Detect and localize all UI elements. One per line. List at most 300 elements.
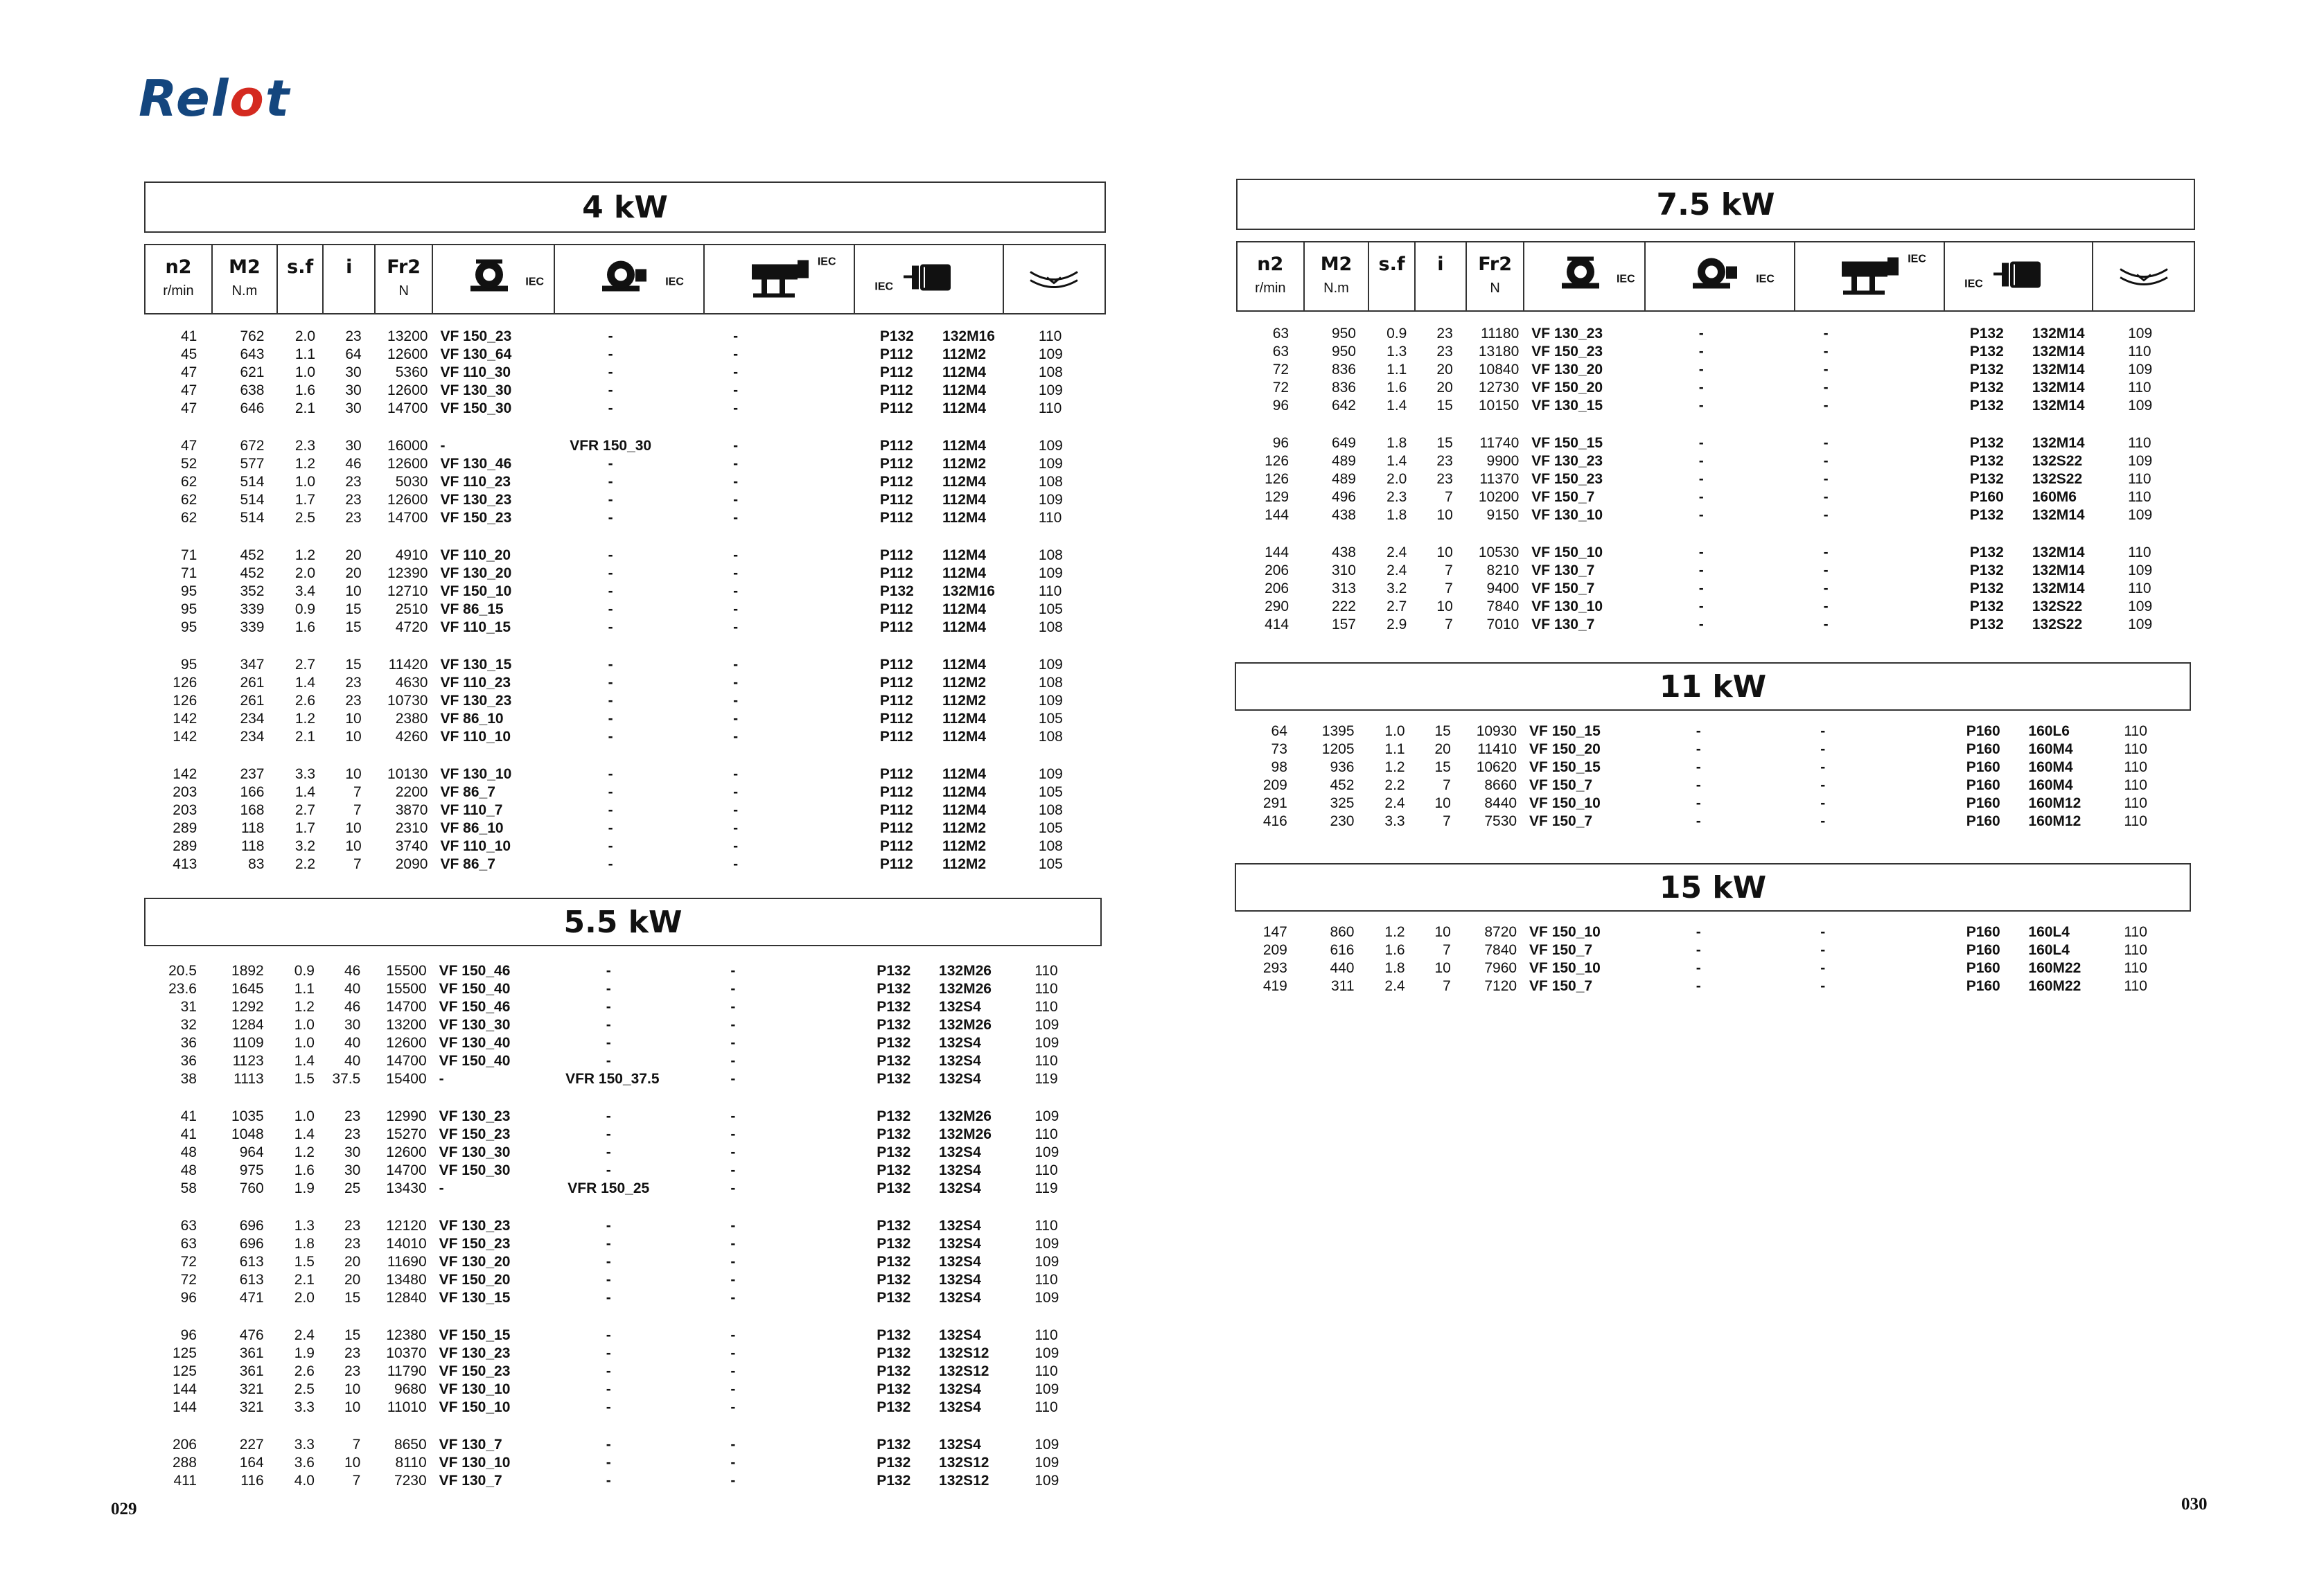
cell-motor: 132M14: [2032, 507, 2085, 523]
cell-vf-model: VF 150_7: [1531, 489, 1595, 505]
cell-weight: 110: [2128, 344, 2151, 360]
cell-m2: 438: [1331, 507, 1356, 523]
cell-weight: 110: [2128, 580, 2151, 596]
cell-vf-model: VF 130_23: [1531, 326, 1603, 342]
cell-ratio: 46: [345, 456, 362, 472]
cell-m2: 118: [241, 820, 265, 836]
cell-vfr-model: -: [1698, 580, 1704, 596]
cell-motor: 132S12: [939, 1473, 989, 1489]
cell-foot-model: -: [733, 619, 739, 635]
cell-vfr-model: -: [606, 1381, 611, 1397]
cell-weight: 109: [1035, 1290, 1059, 1306]
cell-m2: 237: [240, 766, 265, 782]
cell-fr2: 4720: [395, 619, 428, 635]
cell-vfr-model: -: [1696, 795, 1701, 811]
cell-iec-flange: P132: [1969, 617, 2004, 632]
cell-fr2: 16000: [387, 438, 428, 454]
cell-weight: 109: [1038, 346, 1063, 362]
cell-fr2: 7120: [1484, 978, 1517, 994]
cell-motor: 132S4: [939, 1327, 981, 1343]
cell-iec-flange: P132: [877, 1381, 911, 1397]
cell-vf-model: VF 150_10: [1529, 960, 1601, 976]
cell-vfr-model: -: [606, 1236, 611, 1252]
cell-motor: 132S4: [939, 1162, 981, 1178]
cell-vfr-model: VFR 150_25: [567, 1180, 650, 1196]
cell-m2: 116: [240, 1473, 264, 1489]
header-label: i: [346, 256, 353, 278]
table-row: [144, 1035, 1102, 1053]
cell-fr2: 10200: [1478, 489, 1520, 505]
cell-ratio: 40: [344, 981, 361, 997]
cell-vf-model: VF 130_40: [439, 1035, 511, 1051]
cell-sf: 3.6: [294, 1455, 315, 1471]
cell-n2: 147: [1262, 924, 1287, 940]
cell-m2: 310: [1331, 562, 1356, 578]
cell-vfr-model: -: [1698, 544, 1704, 560]
cell-m2: 1123: [232, 1053, 264, 1069]
cell-motor: 160M4: [2028, 759, 2073, 775]
cell-vfr-model: -: [608, 400, 613, 416]
cell-n2: 71: [180, 547, 197, 563]
cell-sf: 1.2: [294, 456, 316, 472]
cell-weight: 110: [2128, 489, 2151, 505]
table-row: [144, 1473, 1102, 1491]
cell-weight: 109: [1038, 492, 1063, 508]
table-row: [144, 1290, 1102, 1308]
cell-weight: 109: [2128, 617, 2153, 632]
cell-sf: 1.5: [294, 1254, 315, 1270]
cell-foot-model: -: [733, 693, 739, 709]
cell-motor: 112M4: [942, 802, 987, 818]
cell-ratio: 30: [344, 1017, 361, 1033]
cell-vfr-model: -: [608, 766, 613, 782]
cell-vf-model: VF 110_20: [440, 547, 511, 563]
cell-sf: 2.9: [1387, 617, 1407, 632]
cell-ratio: 7: [352, 1437, 361, 1453]
table-row: [1235, 942, 2191, 960]
cell-m2: 311: [1331, 978, 1355, 994]
cell-fr2: 9400: [1486, 580, 1520, 596]
cell-sf: 1.3: [1387, 344, 1407, 360]
cell-m2: 621: [240, 364, 265, 380]
cell-vf-model: VF 130_30: [440, 382, 512, 398]
cell-ratio: 30: [344, 1144, 361, 1160]
cell-motor: 132S4: [939, 1272, 981, 1288]
cell-motor: 132M26: [939, 1108, 992, 1124]
table-row: [144, 1017, 1102, 1035]
cell-sf: 3.3: [294, 1399, 315, 1415]
cell-foot-model: -: [733, 820, 739, 836]
cell-weight: 108: [1038, 364, 1063, 380]
cell-fr2: 11180: [1480, 326, 1520, 342]
cell-vf-model: VF 150_46: [439, 999, 511, 1015]
cell-weight: 109: [1035, 1254, 1059, 1270]
cell-n2: 125: [172, 1363, 197, 1379]
cell-foot-model: -: [730, 999, 736, 1015]
cell-foot-model: -: [733, 400, 739, 416]
cell-foot-model: -: [733, 382, 739, 398]
cell-m2: 118: [241, 838, 265, 854]
cell-vf-model: VF 130_20: [440, 565, 512, 581]
cell-iec-flange: P160: [1966, 777, 2000, 793]
cell-m2: 616: [1330, 942, 1355, 958]
cell-vf-model: VF 86_10: [440, 711, 504, 727]
cell-foot-model: -: [730, 1473, 736, 1489]
table-row: [1236, 326, 2195, 344]
cell-iec-flange: P112: [879, 820, 913, 836]
cell-motor: 112M4: [942, 711, 987, 727]
cell-fr2: 8660: [1484, 777, 1517, 793]
cell-sf: 3.3: [294, 1437, 315, 1453]
cell-sf: 1.4: [294, 1053, 315, 1069]
cell-foot-model: -: [1823, 326, 1829, 342]
cell-vfr-model: -: [1698, 617, 1704, 632]
table-row: [1236, 453, 2195, 471]
cell-sf: 2.1: [294, 1272, 315, 1288]
cell-iec-flange: P132: [1969, 435, 2004, 451]
cell-vf-model: VF 150_23: [1531, 344, 1603, 360]
cell-foot-model: -: [733, 657, 739, 673]
cell-ratio: 40: [344, 1053, 361, 1069]
cell-iec-flange: P132: [877, 963, 911, 979]
table-row: [144, 328, 1106, 346]
cell-sf: 2.4: [1387, 544, 1407, 560]
cell-vfr-model: -: [606, 1035, 611, 1051]
cell-ratio: 10: [1436, 544, 1453, 560]
cell-ratio: 20: [344, 1272, 361, 1288]
cell-m2: 649: [1331, 435, 1356, 451]
cell-vfr-model: -: [606, 1290, 611, 1306]
cell-foot-model: -: [1823, 380, 1829, 396]
cell-m2: 950: [1331, 344, 1356, 360]
cell-motor: 112M4: [942, 400, 987, 416]
cell-iec-flange: P132: [877, 981, 911, 997]
cell-sf: 1.1: [294, 981, 315, 997]
cell-weight: 110: [1038, 400, 1062, 416]
cell-n2: 41: [180, 1126, 197, 1142]
cell-vf-model: VF 110_23: [440, 474, 511, 490]
cell-foot-model: -: [733, 510, 739, 526]
cell-fr2: 2200: [395, 784, 428, 800]
cell-ratio: 23: [1436, 471, 1453, 487]
cell-foot-model: -: [733, 565, 739, 581]
cell-n2: 23.6: [168, 981, 197, 997]
cell-sf: 2.0: [294, 565, 316, 581]
cell-motor: 112M4: [942, 547, 987, 563]
table-row: [144, 1144, 1102, 1162]
cell-fr2: 12600: [387, 382, 428, 398]
cell-weight: 110: [2128, 544, 2151, 560]
cell-n2: 206: [1265, 580, 1289, 596]
cell-motor: 132S22: [2032, 453, 2083, 469]
cell-fr2: 12120: [386, 1218, 427, 1234]
cell-sf: 1.6: [294, 1162, 315, 1178]
cell-iec-flange: P112: [879, 510, 913, 526]
table-row: [1236, 599, 2195, 617]
cell-vf-model: VF 130_10: [439, 1455, 511, 1471]
cell-motor: 112M4: [942, 784, 987, 800]
cell-fr2: 9900: [1486, 453, 1520, 469]
cell-fr2: 11790: [387, 1363, 427, 1379]
cell-m2: 836: [1331, 380, 1356, 396]
cell-n2: 419: [1262, 978, 1287, 994]
cell-m2: 339: [240, 619, 265, 635]
cell-fr2: 11690: [387, 1254, 427, 1270]
cell-vfr-model: -: [606, 1162, 611, 1178]
cell-fr2: 4630: [395, 675, 428, 691]
cell-fr2: 15400: [386, 1071, 427, 1087]
table-row: [1236, 580, 2195, 599]
cell-n2: 290: [1265, 599, 1289, 614]
cell-foot-model: -: [730, 1162, 736, 1178]
cell-weight: 105: [1038, 856, 1063, 872]
cell-foot-model: -: [730, 981, 736, 997]
cell-ratio: 30: [345, 364, 362, 380]
cell-vfr-model: -: [608, 583, 613, 599]
cell-sf: 1.2: [294, 711, 316, 727]
table-row: [144, 510, 1106, 528]
table-row: [144, 346, 1106, 364]
section-title-75kw: 7.5 kW: [1236, 179, 2195, 230]
cell-vfr-model: -: [608, 328, 613, 344]
table-row: [144, 856, 1106, 874]
cell-m2: 1284: [231, 1017, 264, 1033]
cell-weight: 109: [1035, 1455, 1059, 1471]
cell-n2: 288: [172, 1455, 197, 1471]
table-header: [1236, 241, 2195, 312]
cell-ratio: 15: [344, 1290, 361, 1306]
cell-motor: 112M2: [942, 856, 987, 872]
cell-vf-model: VF 130_46: [440, 456, 512, 472]
cell-vfr-model: VFR 150_30: [570, 438, 652, 454]
cell-vf-model: VF 150_46: [439, 963, 511, 979]
cell-vf-model: VF 150_40: [439, 981, 511, 997]
cell-m2: 975: [239, 1162, 264, 1178]
cell-vf-model: VF 150_23: [440, 510, 512, 526]
cell-fr2: 10930: [1476, 723, 1517, 739]
table-row: [144, 1381, 1102, 1399]
cell-foot-model: -: [1823, 489, 1829, 505]
cell-ratio: 23: [344, 1126, 361, 1142]
cell-ratio: 20: [344, 1254, 361, 1270]
cell-sf: 1.6: [1387, 380, 1407, 396]
cell-motor: 112M4: [942, 766, 987, 782]
cell-fr2: 13430: [386, 1180, 427, 1196]
cell-vf-model: VF 130_23: [1531, 453, 1603, 469]
cell-ratio: 30: [345, 382, 362, 398]
cell-m2: 613: [239, 1272, 264, 1288]
cell-fr2: 2090: [395, 856, 428, 872]
cell-motor: 132M14: [2032, 580, 2085, 596]
cell-foot-model: -: [730, 1108, 736, 1124]
cell-vfr-model: -: [606, 1017, 611, 1033]
header-i: [324, 245, 376, 313]
cell-n2: 289: [173, 820, 197, 836]
table-row: [1236, 398, 2195, 416]
cell-m2: 1892: [231, 963, 264, 979]
cell-ratio: 15: [1436, 435, 1453, 451]
cell-n2: 129: [1265, 489, 1289, 505]
cell-weight: 105: [1038, 601, 1063, 617]
cell-n2: 289: [173, 838, 197, 854]
cell-weight: 110: [2124, 813, 2147, 829]
cell-n2: 58: [180, 1180, 197, 1196]
cell-fr2: 12600: [387, 346, 428, 362]
cell-weight: 110: [2124, 741, 2147, 757]
cell-vfr-model: -: [606, 1254, 611, 1270]
cell-motor: 112M4: [942, 619, 987, 635]
cell-sf: 1.6: [1384, 942, 1405, 958]
cell-iec-flange: P112: [879, 565, 913, 581]
cell-iec-flange: P160: [1966, 813, 2000, 829]
table-row: [1236, 344, 2195, 362]
cell-fr2: 13180: [1478, 344, 1520, 360]
worm-gear-pre-stage-cell: [1646, 242, 1795, 310]
cell-sf: 2.6: [294, 693, 316, 709]
header-m2: [213, 245, 278, 313]
cell-m2: 230: [1330, 813, 1355, 829]
cell-motor: 112M2: [942, 693, 987, 709]
table-row: [1235, 741, 2191, 759]
cell-vf-model: VF 130_10: [439, 1381, 511, 1397]
cell-m2: 577: [240, 456, 265, 472]
cell-foot-model: -: [730, 1345, 736, 1361]
cell-iec-flange: P132: [879, 583, 914, 599]
cell-n2: 63: [1272, 326, 1289, 342]
cell-iec-flange: P132: [1969, 398, 2004, 414]
cell-ratio: 10: [1434, 924, 1451, 940]
cell-weight: 108: [1038, 729, 1063, 745]
cell-foot-model: -: [730, 1327, 736, 1343]
cell-ratio: 30: [344, 1162, 361, 1178]
cell-motor: 132M14: [2032, 562, 2085, 578]
cell-iec-flange: P160: [1966, 942, 2000, 958]
cell-weight: 109: [2128, 362, 2153, 378]
cell-m2: 1205: [1321, 741, 1355, 757]
cell-vf-model: VF 150_10: [1529, 924, 1601, 940]
table-row: [144, 400, 1106, 418]
cell-n2: 45: [180, 346, 197, 362]
cell-weight: 110: [1035, 1126, 1058, 1142]
cell-foot-model: -: [1820, 924, 1826, 940]
table-row: [1236, 362, 2195, 380]
cell-weight: 108: [1038, 547, 1063, 563]
foot-mount-gear-icon: [746, 254, 836, 305]
table-row: [144, 438, 1106, 456]
cell-motor: 112M4: [942, 601, 987, 617]
cell-foot-model: -: [730, 1017, 736, 1033]
cell-vfr-model: -: [606, 981, 611, 997]
table-row: [144, 999, 1102, 1017]
cell-n2: 414: [1265, 617, 1289, 632]
foot-mount-gear-cell: [1795, 242, 1946, 310]
worm-gear-pre-stage-icon: [598, 256, 684, 303]
cell-fr2: 14700: [387, 510, 428, 526]
cell-vf-model: VF 130_23: [440, 492, 512, 508]
cell-motor: 132S4: [939, 1053, 981, 1069]
cell-n2: 47: [180, 364, 197, 380]
header-label: s.f: [287, 256, 314, 278]
cell-vfr-model: -: [608, 510, 613, 526]
cell-vf-model: VF 150_23: [439, 1126, 511, 1142]
cell-iec-flange: P112: [879, 729, 913, 745]
cell-iec-flange: P132: [1969, 362, 2004, 378]
cell-foot-model: -: [1820, 978, 1826, 994]
cell-sf: 3.3: [1384, 813, 1405, 829]
cell-weight: 110: [1035, 1218, 1058, 1234]
cell-n2: 126: [1265, 471, 1289, 487]
cell-ratio: 64: [345, 346, 362, 362]
cell-vf-model: VF 130_15: [439, 1290, 511, 1306]
cell-motor: 112M4: [942, 438, 987, 454]
table-row: [144, 456, 1106, 474]
cell-iec-flange: P132: [877, 1035, 911, 1051]
cell-sf: 1.8: [1384, 960, 1405, 976]
cell-vf-model: VF 150_10: [440, 583, 512, 599]
table-row: [1235, 723, 2191, 741]
cell-m2: 514: [240, 510, 265, 526]
cell-weight: 109: [1035, 1473, 1059, 1489]
cell-vf-model: VF 130_15: [440, 657, 512, 673]
cell-ratio: 15: [345, 657, 362, 673]
cell-weight: 109: [1038, 693, 1063, 709]
cell-fr2: 5030: [395, 474, 428, 490]
cell-weight: 109: [2128, 398, 2153, 414]
cell-weight: 109: [1038, 565, 1063, 581]
cell-n2: 95: [180, 619, 197, 635]
cell-n2: 95: [180, 657, 197, 673]
cell-fr2: 3870: [395, 802, 428, 818]
cell-iec-flange: P112: [879, 364, 913, 380]
cell-n2: 63: [1272, 344, 1289, 360]
cell-iec-flange: P132: [877, 1180, 911, 1196]
cell-m2: 261: [240, 693, 265, 709]
cell-sf: 1.9: [294, 1180, 315, 1196]
cell-ratio: 10: [1434, 960, 1451, 976]
cell-vf-model: VF 150_15: [1529, 759, 1601, 775]
cell-sf: 2.4: [1384, 978, 1405, 994]
cell-weight: 110: [1035, 1162, 1058, 1178]
table-row: [144, 802, 1106, 820]
table-row: [1236, 562, 2195, 580]
cell-sf: 3.3: [294, 766, 316, 782]
iec-label: IEC: [1964, 278, 1983, 290]
cell-foot-model: -: [1823, 617, 1829, 632]
cell-vf-model: VF 86_15: [440, 601, 504, 617]
cell-sf: 1.0: [294, 364, 316, 380]
cell-sf: 1.8: [1387, 435, 1407, 451]
cell-vfr-model: -: [1698, 562, 1704, 578]
cell-iec-flange: P132: [1969, 599, 2004, 614]
cell-ratio: 20: [345, 565, 362, 581]
cell-motor: 132S4: [939, 1254, 981, 1270]
cell-m2: 514: [240, 492, 265, 508]
cell-vf-model: VF 150_7: [1531, 580, 1595, 596]
cell-fr2: 8110: [395, 1455, 427, 1471]
cell-vf-model: VF 150_23: [439, 1363, 511, 1379]
cell-m2: 1035: [231, 1108, 264, 1124]
cell-foot-model: -: [1823, 344, 1829, 360]
cell-foot-model: -: [1820, 759, 1826, 775]
cell-n2: 144: [1265, 544, 1289, 560]
header-label: Fr2: [387, 256, 421, 278]
section-title-15kw: 15 kW: [1235, 863, 2191, 912]
cell-motor: 160L4: [2028, 924, 2070, 940]
cell-iec-flange: P160: [1966, 960, 2000, 976]
cell-n2: 144: [172, 1381, 197, 1397]
cell-weight: 108: [1038, 838, 1063, 854]
cell-vfr-model: -: [1696, 924, 1701, 940]
